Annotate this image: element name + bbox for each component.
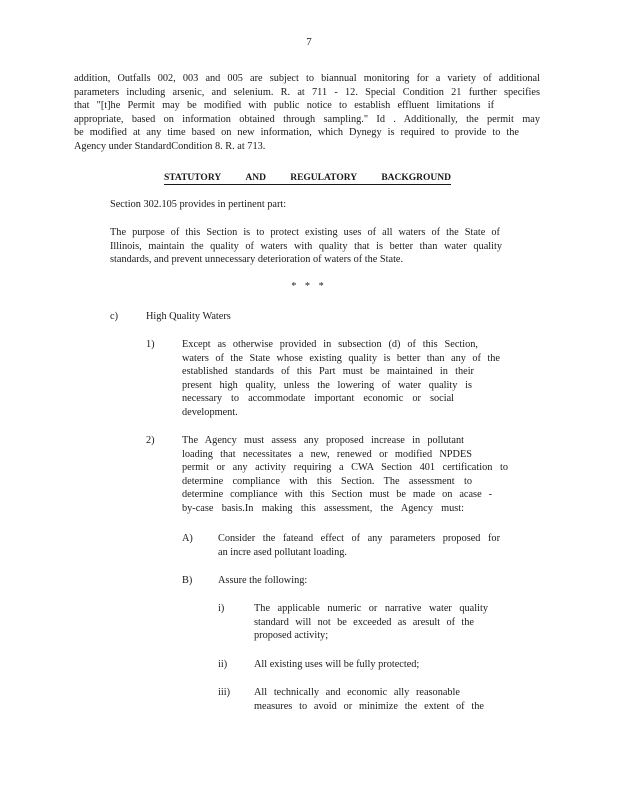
- item-A-text: [218, 532, 500, 559]
- text-line: parameters including arsenic, and selenium. R. at 711 - 12. Special Condition 21 further specifies: [74, 86, 540, 98]
- heading-word: REGULATORY: [290, 173, 358, 183]
- text-line: appropriate, based on information obtained through sampling." Id . Additionally, the permit may: [74, 113, 540, 125]
- text-line: determine compliance with this Section. The assessment to: [182, 475, 472, 487]
- text-line: Consider the fateand effect of any parameters proposed for: [218, 533, 500, 544]
- text-line: Illinois, maintain the quality of waters with quality that is better than water quality: [110, 240, 502, 252]
- text-line: by-case basis.In making this assessment, the Agency must:: [182, 502, 464, 514]
- item-i-label: i): [218, 603, 225, 614]
- item-2-text: [182, 434, 508, 516]
- section-heading: [164, 172, 451, 185]
- text-line: an incre ased pollutant loading.: [218, 546, 347, 558]
- text-line: Except as otherwise provided in subsection (d) of this Section,: [182, 339, 478, 350]
- item-i-text: [254, 602, 490, 643]
- page-number: 7: [306, 36, 312, 48]
- text-line: All technically and economic ally reasonable: [254, 687, 460, 698]
- text-line: standards, and prevent unnecessary deterioration of waters of the State.: [110, 254, 404, 266]
- intro-paragraph: [74, 72, 540, 154]
- item-B-label: B): [182, 575, 193, 586]
- heading-word: BACKGROUND: [381, 173, 451, 183]
- text-line: loading that necessitates a new, renewed or modified NPDES: [182, 448, 472, 460]
- item-c-title: High Quality Waters: [146, 311, 231, 322]
- purpose-paragraph: [110, 226, 502, 267]
- text-line: determine compliance with this Section must be made on acase -: [182, 489, 492, 501]
- item-ii-label: ii): [218, 659, 228, 670]
- section-separator: * * *: [291, 281, 327, 292]
- item-c-label: c): [110, 311, 118, 322]
- text-line: that "[t]he Permit may be modified with public notice to establish effluent limitations if: [74, 100, 494, 112]
- heading-word: STATUTORY: [164, 173, 222, 183]
- item-1-label: 1): [146, 339, 155, 350]
- text-line: addition, Outfalls 002, 003 and 005 are subject to biannual monitoring for a variety of additional: [74, 73, 540, 84]
- text-line: proposed activity;: [254, 630, 329, 642]
- item-1-text: [182, 338, 500, 420]
- text-line: necessary to accommodate important economic or social: [182, 393, 454, 405]
- text-line: permit or any activity requiring a CWA Section 401 certification to: [182, 462, 508, 474]
- text-line: standard will not be exceeded as aresult of the: [254, 616, 474, 628]
- text-line: be modified at any time based on new information, which Dynegy is required to provide to the: [74, 127, 519, 139]
- text-line: Agency under StandardCondition 8. R. at 713.: [74, 140, 266, 152]
- item-iii-label: iii): [218, 687, 231, 698]
- heading-word: AND: [245, 173, 267, 183]
- item-2-label: 2): [146, 435, 155, 446]
- text-line: The Agency must assess any proposed increase in pollutant: [182, 435, 464, 446]
- text-line: measures to avoid or minimize the extent of the: [254, 700, 484, 712]
- text-line: established standards of this Part must be maintained in their: [182, 366, 474, 378]
- text-line: development.: [182, 406, 238, 418]
- item-A-label: A): [182, 533, 193, 544]
- item-ii-text: All existing uses will be fully protected;: [254, 659, 420, 670]
- item-iii-text: [254, 686, 484, 713]
- item-B-text: Assure the following:: [218, 575, 308, 586]
- text-line: present high quality, unless the lowering of water quality is: [182, 379, 472, 391]
- text-line: waters of the State whose existing quality is better than any of the: [182, 352, 500, 364]
- text-line: The applicable numeric or narrative water quality: [254, 603, 488, 614]
- section-intro: Section 302.105 provides in pertinent part:: [110, 199, 287, 210]
- text-line: The purpose of this Section is to protect existing uses of all waters of the State of: [110, 227, 500, 238]
